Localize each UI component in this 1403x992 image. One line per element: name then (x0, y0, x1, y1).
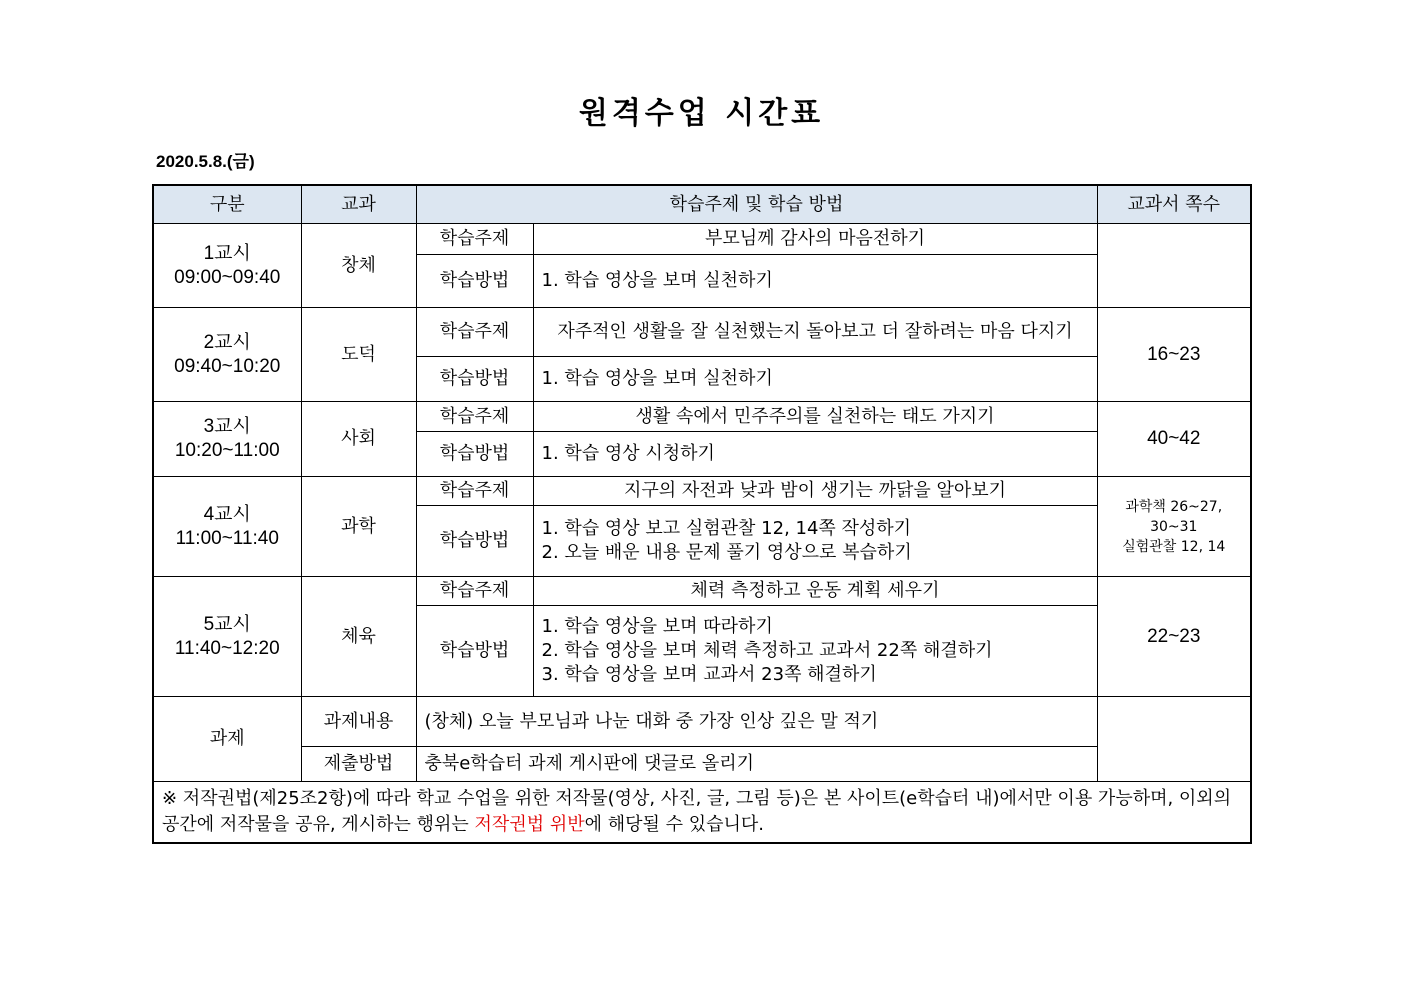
timetable (152, 184, 1252, 844)
homework-content-row (153, 697, 1251, 747)
period-4-pages (1097, 477, 1251, 577)
period-4-pages-line-1: 과학책 26~27, (1125, 498, 1223, 515)
homework-content-label: 과제내용 (301, 697, 416, 747)
homework-submit: 충북e학습터 과제 게시판에 댓글로 올리기 (416, 747, 1097, 782)
method-label: 학습방법 (416, 506, 533, 577)
period-1-cell (153, 224, 301, 308)
period-2-label: 2교시 (203, 331, 251, 353)
period-5-topic: 체력 측정하고 운동 계획 세우기 (533, 577, 1097, 606)
period-5-time: 11:40~12:20 (174, 637, 280, 659)
homework-submit-row (153, 747, 1251, 782)
period-1-topic: 부모님께 감사의 마음전하기 (533, 224, 1097, 255)
period-2-method-1: 1. 학습 영상을 보며 실천하기 (541, 368, 773, 389)
period-4-topic-row (153, 477, 1251, 506)
period-2-topic-row (153, 308, 1251, 357)
period-1-time: 09:00~09:40 (174, 266, 281, 288)
header-row (153, 185, 1251, 224)
period-2-time: 09:40~10:20 (174, 355, 281, 377)
header-pages: 교과서 쪽수 (1097, 185, 1251, 224)
notice-row (153, 782, 1251, 844)
homework-submit-label: 제출방법 (301, 747, 416, 782)
method-label: 학습방법 (416, 357, 533, 402)
method-label: 학습방법 (416, 432, 533, 477)
topic-label: 학습주제 (416, 477, 533, 506)
topic-label: 학습주제 (416, 224, 533, 255)
header-subject: 교과 (301, 185, 416, 224)
period-3-pages: 40~42 (1097, 402, 1251, 477)
period-5-subject: 체육 (301, 577, 416, 697)
notice-text-1: ※ 저작권법(제25조2항)에 따라 학교 수업을 위한 저작물(영상, 사진, 글, 그림 등)은 본 사이트(e학습터 내)에서만 이용 가능하며, 이외의 공간에 저작물을 공유, 게시하는 행위는 (162, 788, 1232, 835)
period-2-subject: 도덕 (301, 308, 416, 402)
period-5-method-2: 2. 학습 영상을 보며 체력 측정하고 교과서 22쪽 해결하기 (541, 640, 993, 661)
period-3-label: 3교시 (203, 416, 251, 437)
method-label: 학습방법 (416, 606, 533, 697)
period-3-time: 10:20~11:00 (174, 440, 280, 461)
period-4-label: 4교시 (203, 503, 251, 525)
notice-text-2: 에 해당될 수 있습니다. (584, 814, 764, 835)
period-4-method-1: 1. 학습 영상 보고 실험관찰 12, 14쪽 작성하기 (541, 518, 912, 539)
period-3-subject: 사회 (301, 402, 416, 477)
period-1-method-1: 1. 학습 영상을 보며 실천하기 (541, 270, 773, 291)
period-1-subject: 창체 (301, 224, 416, 308)
header-topic-method: 학습주제 및 학습 방법 (416, 185, 1097, 224)
topic-label: 학습주제 (416, 402, 533, 432)
period-5-methods (533, 606, 1097, 697)
homework-pages-empty (1097, 697, 1251, 782)
period-4-methods (533, 506, 1097, 577)
page-title: 원격수업 시간표 (578, 96, 825, 131)
period-5-label: 5교시 (203, 613, 251, 635)
period-2-cell (153, 308, 301, 402)
period-5-pages: 22~23 (1097, 577, 1251, 697)
period-5-method-1: 1. 학습 영상을 보며 따라하기 (541, 616, 773, 637)
notice-highlight: 저작권법 위반 (474, 814, 585, 835)
period-1-methods (533, 255, 1097, 308)
header-category: 구분 (153, 185, 301, 224)
topic-label: 학습주제 (416, 577, 533, 606)
period-5-cell (153, 577, 301, 697)
copyright-notice (153, 782, 1251, 844)
method-label: 학습방법 (416, 255, 533, 308)
period-3-topic: 생활 속에서 민주주의를 실천하는 태도 가지기 (533, 402, 1097, 432)
period-4-pages-line-3: 실험관찰 12, 14 (1122, 538, 1226, 555)
homework-content: (창체) 오늘 부모님과 나눈 대화 중 가장 인상 깊은 말 적기 (416, 697, 1097, 747)
period-5-topic-row (153, 577, 1251, 606)
period-3-cell (153, 402, 301, 477)
period-3-topic-row (153, 402, 1251, 432)
period-1-label: 1교시 (203, 242, 251, 264)
period-2-pages: 16~23 (1097, 308, 1251, 402)
period-4-method-2: 2. 오늘 배운 내용 문제 풀기 영상으로 복습하기 (541, 542, 912, 563)
period-4-topic: 지구의 자전과 낮과 밤이 생기는 까닭을 알아보기 (533, 477, 1097, 506)
period-5-method-3: 3. 학습 영상을 보며 교과서 23쪽 해결하기 (541, 664, 877, 685)
homework-label: 과제 (153, 697, 301, 782)
period-4-time: 11:00~11:40 (175, 527, 279, 549)
period-3-methods (533, 432, 1097, 477)
period-2-topic: 자주적인 생활을 잘 실천했는지 돌아보고 더 잘하려는 마음 다지기 (533, 308, 1097, 357)
date-label: 2020.5.8.(금) (156, 152, 255, 171)
period-1-pages (1097, 224, 1251, 308)
period-4-pages-line-2: 30~31 (1150, 518, 1198, 535)
period-1-topic-row (153, 224, 1251, 255)
period-4-subject: 과학 (301, 477, 416, 577)
period-2-methods (533, 357, 1097, 402)
period-4-cell (153, 477, 301, 577)
period-3-method-1: 1. 학습 영상 시청하기 (541, 443, 715, 464)
topic-label: 학습주제 (416, 308, 533, 357)
